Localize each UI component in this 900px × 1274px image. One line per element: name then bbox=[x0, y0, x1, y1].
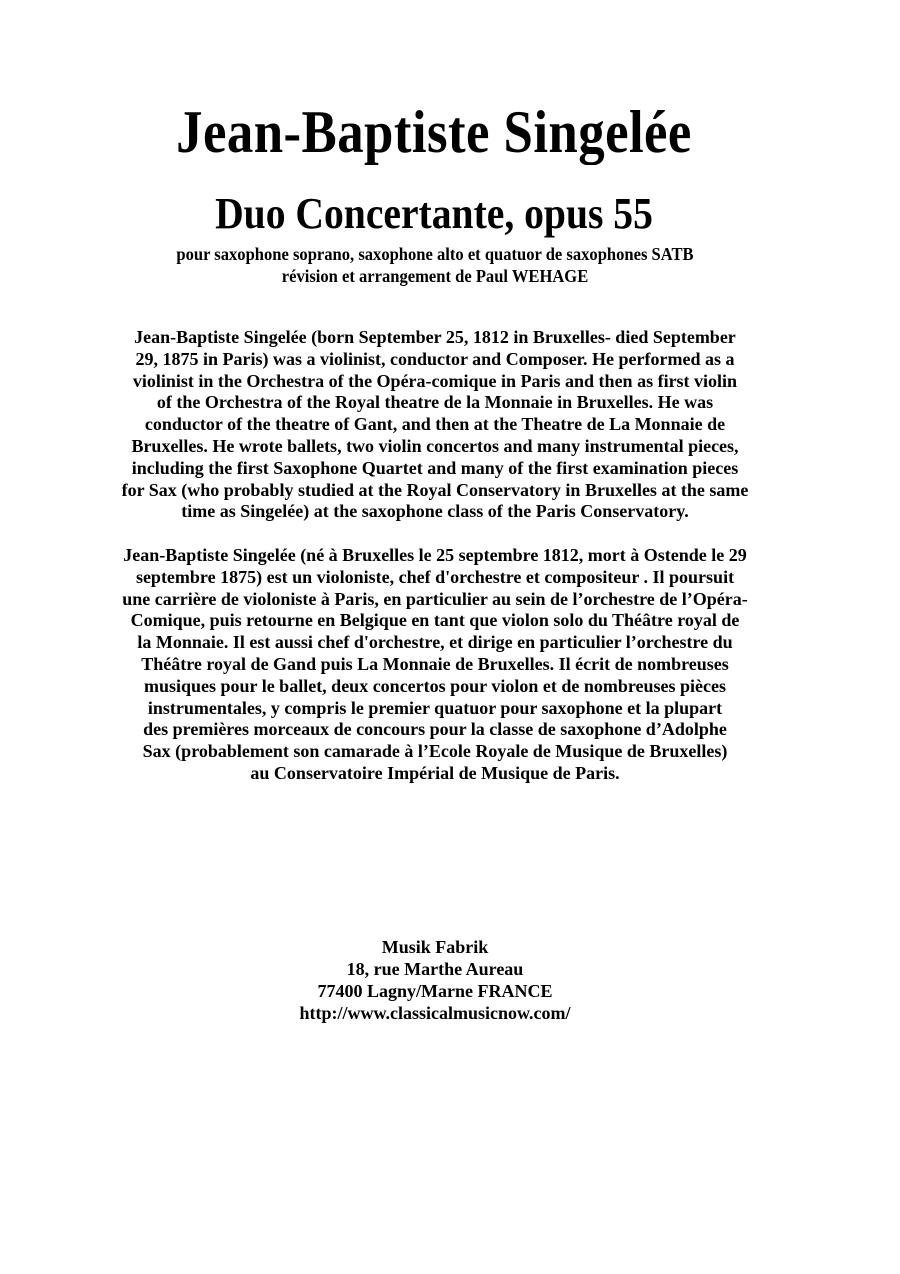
arranger-line: révision et arrangement de Paul WEHAGE bbox=[281, 266, 589, 286]
bio-fr-line: Jean-Baptiste Singelée (né à Bruxelles le 25 septembre 1812, mort à Ostende le 29 bbox=[123, 545, 747, 565]
publisher-url[interactable]: http://www.classicalmusicnow.com/ bbox=[299, 1003, 571, 1023]
bio-en-line: time as Singelée) at the saxophone class of the Paris Conservatory. bbox=[181, 501, 689, 522]
work-title: Duo Concertante, opus 55 bbox=[215, 189, 653, 238]
publisher-address bbox=[0, 936, 870, 1024]
bio-fr-line: Théâtre royal de Gand puis La Monnaie de Bruxelles. Il écrit de nombreuses bbox=[141, 653, 729, 674]
bio-en-line: conductor of the theatre of Gant, and then at the Theatre de La Monnaie de bbox=[144, 414, 726, 435]
bio-fr-line: Sax (probablement son camarade à l’Ecole Royale de Musique de Bruxelles) bbox=[142, 741, 728, 762]
bio-en-line: 29, 1875 in Paris) was a violinist, conductor and Composer. He performed as a bbox=[135, 348, 735, 369]
bio-fr-line: musiques pour le ballet, deux concertos pour violon et de nombreuses pièces bbox=[143, 675, 727, 696]
publisher-city: 77400 Lagny/Marne FRANCE bbox=[317, 981, 553, 1001]
composer-name: Jean-Baptiste Singelée bbox=[176, 99, 692, 165]
publisher-name: Musik Fabrik bbox=[381, 937, 489, 957]
bio-fr-line: instrumentales, y compris le premier quatuor pour saxophone et la plupart bbox=[147, 697, 723, 718]
bio-en-line: violinist in the Orchestra of the Opéra-comique in Paris and then as first violin bbox=[132, 370, 738, 391]
bio-fr-line: Comique, puis retourne en Belgique en tant que violon solo du Théâtre royal de bbox=[130, 610, 740, 631]
biography-french bbox=[94, 545, 776, 785]
bio-fr-line: au Conservatoire Impérial de Musique de Paris. bbox=[250, 762, 620, 783]
bio-fr-line: une carrière de violoniste à Paris, en particulier au sein de l’orchestre de l’Opéra- bbox=[122, 588, 748, 609]
bio-en-line: Bruxelles. He wrote ballets, two violin concertos and many instrumental pieces, bbox=[131, 435, 739, 456]
instrumentation-line: pour saxophone soprano, saxophone alto et quatuor de saxophones SATB bbox=[176, 244, 694, 264]
biography-english bbox=[94, 327, 776, 523]
bio-fr-line: des premières morceaux de concours pour la classe de saxophone d’Adolphe bbox=[143, 719, 727, 740]
bio-fr-line: la Monnaie. Il est aussi chef d'orchestre, et dirige en particulier l’orchestre du bbox=[137, 632, 733, 653]
bio-en-line: of the Orchestra of the Royal theatre de la Monnaie in Bruxelles. He was bbox=[156, 392, 714, 413]
bio-en-line: Jean-Baptiste Singelée (born September 25, 1812 in Bruxelles- died September bbox=[134, 327, 736, 347]
bio-en-line: including the first Saxophone Quartet and many of the first examination pieces bbox=[131, 457, 739, 478]
publisher-street: 18, rue Marthe Aureau bbox=[346, 959, 524, 979]
bio-fr-line: septembre 1875) est un violoniste, chef d'orchestre et compositeur . Il poursuit bbox=[135, 566, 735, 587]
bio-en-line: for Sax (who probably studied at the Royal Conservatory in Bruxelles at the same bbox=[121, 479, 749, 500]
